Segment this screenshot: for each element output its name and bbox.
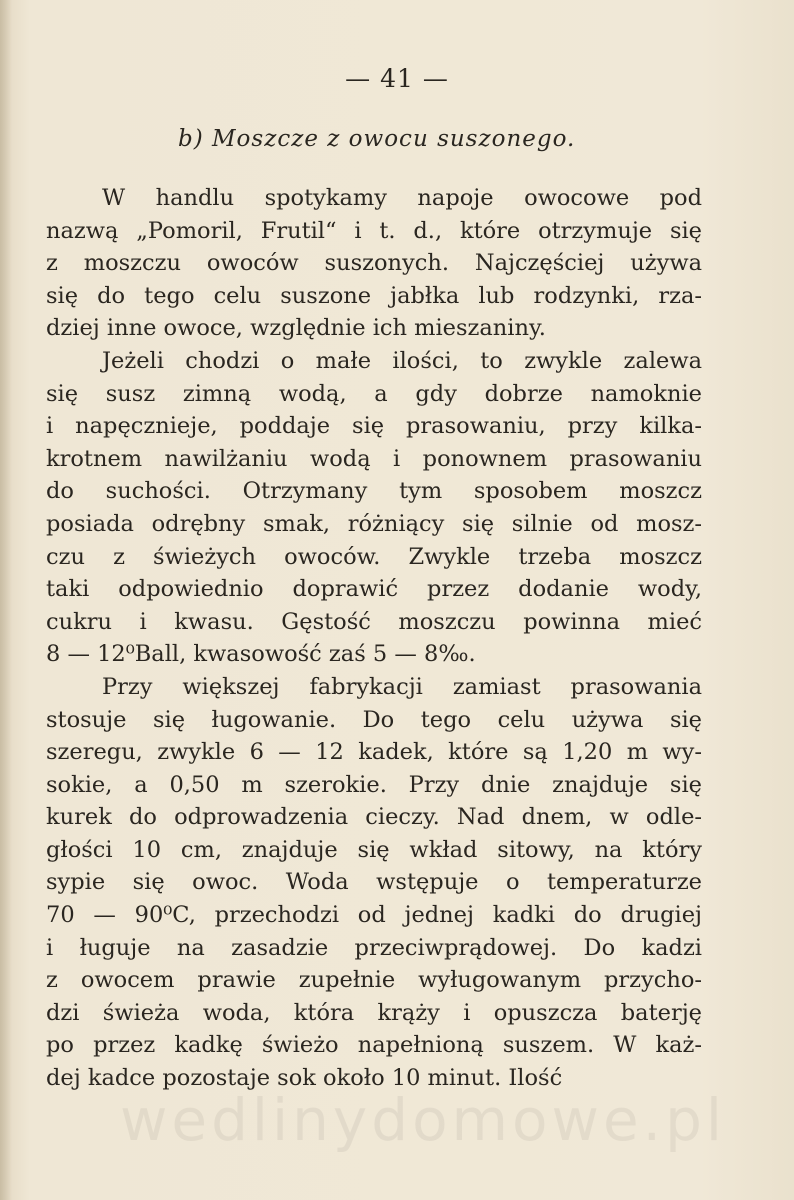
paragraph <box>46 345 702 671</box>
text-line: Jeżeli chodzi o małe ilości, to zwykle zalewa <box>102 347 702 374</box>
text-line: Przy większej fabrykacji zamiast prasowania <box>102 673 702 700</box>
text-line: posiada odrębny smak, różniący się silnie od mosz- <box>46 510 702 537</box>
text-line: taki odpowiednio doprawić przez dodanie wody, <box>46 576 702 603</box>
text-line: z moszczu owoców suszonych. Najczęściej używa <box>46 250 702 277</box>
text-line: cukru i kwasu. Gęstość moszczu powinna mieć <box>46 608 702 635</box>
text-line: dzi świeża woda, która krąży i opuszcza baterję <box>46 999 702 1026</box>
text-line: 8 — 12⁰Ball, kwasowość zaś 5 — 8‰. <box>46 641 476 668</box>
text-line: szeregu, zwykle 6 — 12 kadek, które są 1,20 m wy- <box>46 739 702 766</box>
text-line: się do tego celu suszone jabłka lub rodzynki, rza- <box>46 282 702 309</box>
section-heading: b) Moszcze z owocu suszonego. <box>178 126 576 152</box>
text-line: stosuje się ługowanie. Do tego celu używa się <box>46 706 702 733</box>
paragraph <box>46 182 702 345</box>
text-line: kurek do odprowadzenia cieczy. Nad dnem, w odle- <box>46 804 702 831</box>
page-number: — 41 — <box>345 64 449 93</box>
text-line: i napęcznieje, poddaje się prasowaniu, przy kilka- <box>46 413 702 440</box>
text-line: nazwą „Pomoril, Frutil“ i t. d., które otrzymuje się <box>46 217 702 244</box>
text-line: głości 10 cm, znajduje się wkład sitowy, na który <box>46 836 702 863</box>
text-line: po przez kadkę świeżo napełnioną suszem. W każ- <box>46 1032 702 1059</box>
text-line: krotnem nawilżaniu wodą i ponownem prasowaniu <box>46 445 702 472</box>
text-line: do suchości. Otrzymany tym sposobem moszcz <box>46 478 702 505</box>
body-text <box>46 182 702 1095</box>
text-line: z owocem prawie zupełnie wyługowanym przycho- <box>46 967 702 994</box>
paragraph <box>46 671 702 1095</box>
text-line: dej kadce pozostaje sok około 10 minut. Ilość <box>46 1065 563 1092</box>
text-line: i ługuje na zasadzie przeciwprądowej. Do kadzi <box>46 934 702 961</box>
text-line: 70 — 90⁰C, przechodzi od jednej kadki do drugiej <box>46 902 702 929</box>
text-line: dziej inne owoce, względnie ich mieszaniny. <box>46 315 546 342</box>
text-line: W handlu spotykamy napoje owocowe pod <box>102 185 702 211</box>
text-line: się susz zimną wodą, a gdy dobrze namoknie <box>46 380 702 407</box>
text-line: czu z świeżych owoców. Zwykle trzeba moszcz <box>46 543 702 570</box>
watermark: wedlinydomowe.pl <box>120 1086 727 1154</box>
page-spine-shadow <box>0 0 12 1200</box>
text-line: sokie, a 0,50 m szerokie. Przy dnie znajduje się <box>46 771 702 798</box>
text-line: sypie się owoc. Woda wstępuje o temperaturze <box>46 869 702 896</box>
